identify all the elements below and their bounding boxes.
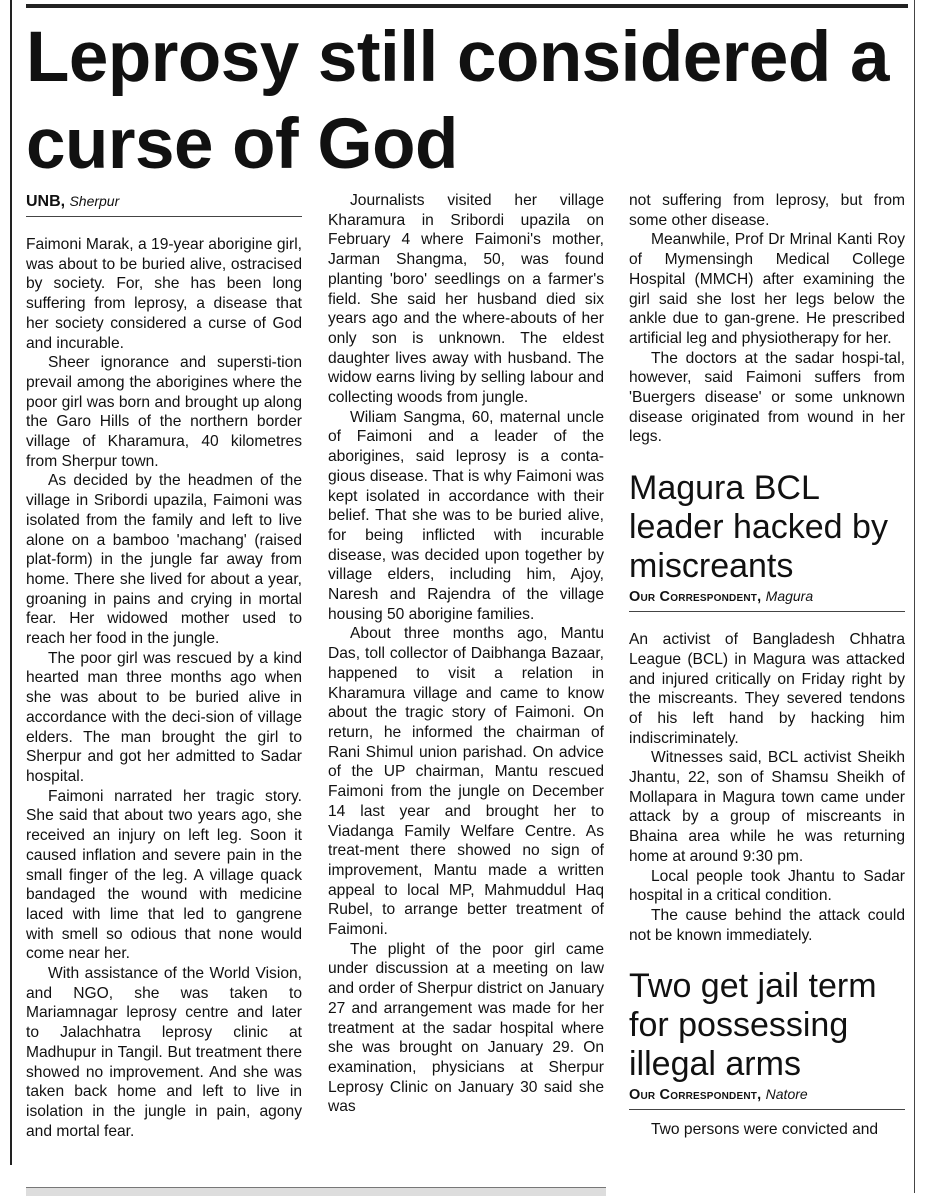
- paragraph: Witnesses said, BCL activist Sheikh Jhantu, 22, son of Shamsu Sheikh of Mollapara in Magura town came under attack by a group of miscreants in Bhaina area while he was returning home at around 9:30 pm.: [629, 749, 905, 865]
- main-story-column-3: [629, 191, 905, 1140]
- byline-source: UNB,: [26, 193, 66, 210]
- main-headline: Leprosy still considered a curse of God: [26, 18, 889, 184]
- paragraph: Faimoni Marak, a 19-year aborigine girl, was about to be buried alive, ostracised by society. For, she has been long suffering from leprosy, a disease that her society considered a curse of God and incurable.: [26, 236, 302, 352]
- bottom-rule: [26, 1187, 606, 1196]
- paragraph: As decided by the headmen of the village in Sribordi upazila, Faimoni was isolated from the family and left to live alone on a bamboo 'machang' (raised plat-form) in the jungle far away from home. There she lived for about a year, groaning in pains and crying in mortal fear. Her widowed mother used to reach her food in the jungle.: [26, 472, 302, 648]
- byline-source: Our Correspondent,: [629, 1087, 762, 1104]
- byline-location: Natore: [765, 1086, 808, 1103]
- byline-location: Sherpur: [69, 193, 120, 209]
- paragraph: Local people took Jhantu to Sadar hospital in a critical condition.: [629, 867, 905, 905]
- paragraph: not suffering from leprosy, but from some other disease.: [629, 192, 905, 229]
- paragraph: About three months ago, Mantu Das, toll collector of Daibhanga Bazaar, happened to visit a relation in Kharamura village and came to know about the tragic story of Faimoni. On return, he informed the chairman of Rani Shimul union parishad. On advice of the UP chairman, Mantu rescued Faimoni from the jungle on December 14 last year and brought her to Viadanga Family Welfare Centre. As treat-ment there showed no sign of improvement, Mantu made a written appeal to local MP, Mahmuddul Haq Rubel, to arrange better treatment of Faimoni.: [328, 625, 604, 939]
- page-border-right: [914, 0, 915, 1193]
- paragraph: The cause behind the attack could not be known immediately.: [629, 906, 905, 944]
- story3-headline: Two get jail term for possessing illegal arms: [629, 967, 877, 1084]
- paragraph: The doctors at the sadar hospi-tal, however, said Faimoni suffers from 'Buergers disease' or some unknown disease originated from wound in her legs.: [629, 349, 905, 446]
- byline-source: Our Correspondent,: [629, 589, 762, 606]
- paragraph: Sheer ignorance and supersti-tion prevail among the aborigines where the poor girl was born and brought up along the Garo Hills of the northern border village of Kharamura, 40 kilometres from Sherpur town.: [26, 354, 302, 470]
- paragraph: Journalists visited her village Kharamura in Sribordi upazila on February 4 where Faimoni's mother, Jarman Shangma, 50, was found planting 'boro' seedlings on a farmer's field. She said her husband died six years ago and the where-abouts of her only son is unknown. The eldest daughter lives away with husband. The widow earns living by selling labour and collecting woods from jungle.: [328, 192, 604, 407]
- page-border-left: [10, 0, 12, 1165]
- paragraph: Meanwhile, Prof Dr Mrinal Kanti Roy of Mymensingh Medical College Hospital (MMCH) after examining the girl said she lost her legs below the ankle due to gan-grene. He prescribed artificial leg and physiotherapy for her.: [629, 231, 905, 347]
- story3-byline: [629, 1084, 905, 1110]
- paragraph: Wiliam Sangma, 60, maternal uncle of Faimoni and a leader of the aborigines, said leprosy is a conta-gious disease. That is why Faimoni was kept isolated in accordance with their belief. That she was to be buried alive, for being inflicted with incurable disease, was decided upon together by village elders, including him, Ajoy, Naresh and Rajendra of the village housing 50 aborigine families.: [328, 408, 604, 623]
- paragraph: The plight of the poor girl came under discussion at a meeting on law and order of Sherpur district on January 27 and arrangement was made for her treatment at the sadar hospital where she was brought on January 29. On examination, physicians at Sherpur Leprosy Clinic on January 30 said she was: [328, 940, 604, 1116]
- story2-byline: [629, 586, 905, 612]
- main-story-column-1: [26, 191, 302, 1141]
- paragraph: The poor girl was rescued by a kind hearted man three months ago when she was about to be buried alive in accordance with the deci-sion of village elders. The man brought the girl to Sherpur and got her admitted to Sadar hospital.: [26, 649, 302, 785]
- paragraph: Faimoni narrated her tragic story. She said that about two years ago, she received an injury on left leg. Soon it caused inflation and severe pain in the small finger of the leg. A village quack bandaged the wound with medicine laced with lime that led to gangrene with smell so odious that none would come near her.: [26, 787, 302, 963]
- top-rule: [26, 4, 908, 8]
- paragraph: An activist of Bangladesh Chhatra League (BCL) in Magura was attacked and injured critically on Friday right by the miscreants. They severed tendons of his left hand by hacking him indiscriminately.: [629, 631, 905, 747]
- byline-location: Magura: [765, 588, 814, 605]
- story2-headline: Magura BCL leader hacked by miscreants: [629, 469, 888, 586]
- paragraph: With assistance of the World Vision, and NGO, she was taken to Mariamnagar leprosy centre and later to Jalachhatra leprosy clinic at Madhupur in Tangil. But treatment there showed no improvement. And she was taken back home and left to live in isolation in the jungle in pain, agony and mortal fear.: [26, 965, 302, 1140]
- main-story-byline: [26, 191, 302, 217]
- paragraph: Two persons were convicted and: [651, 1121, 879, 1139]
- main-story-column-2: [328, 191, 604, 1117]
